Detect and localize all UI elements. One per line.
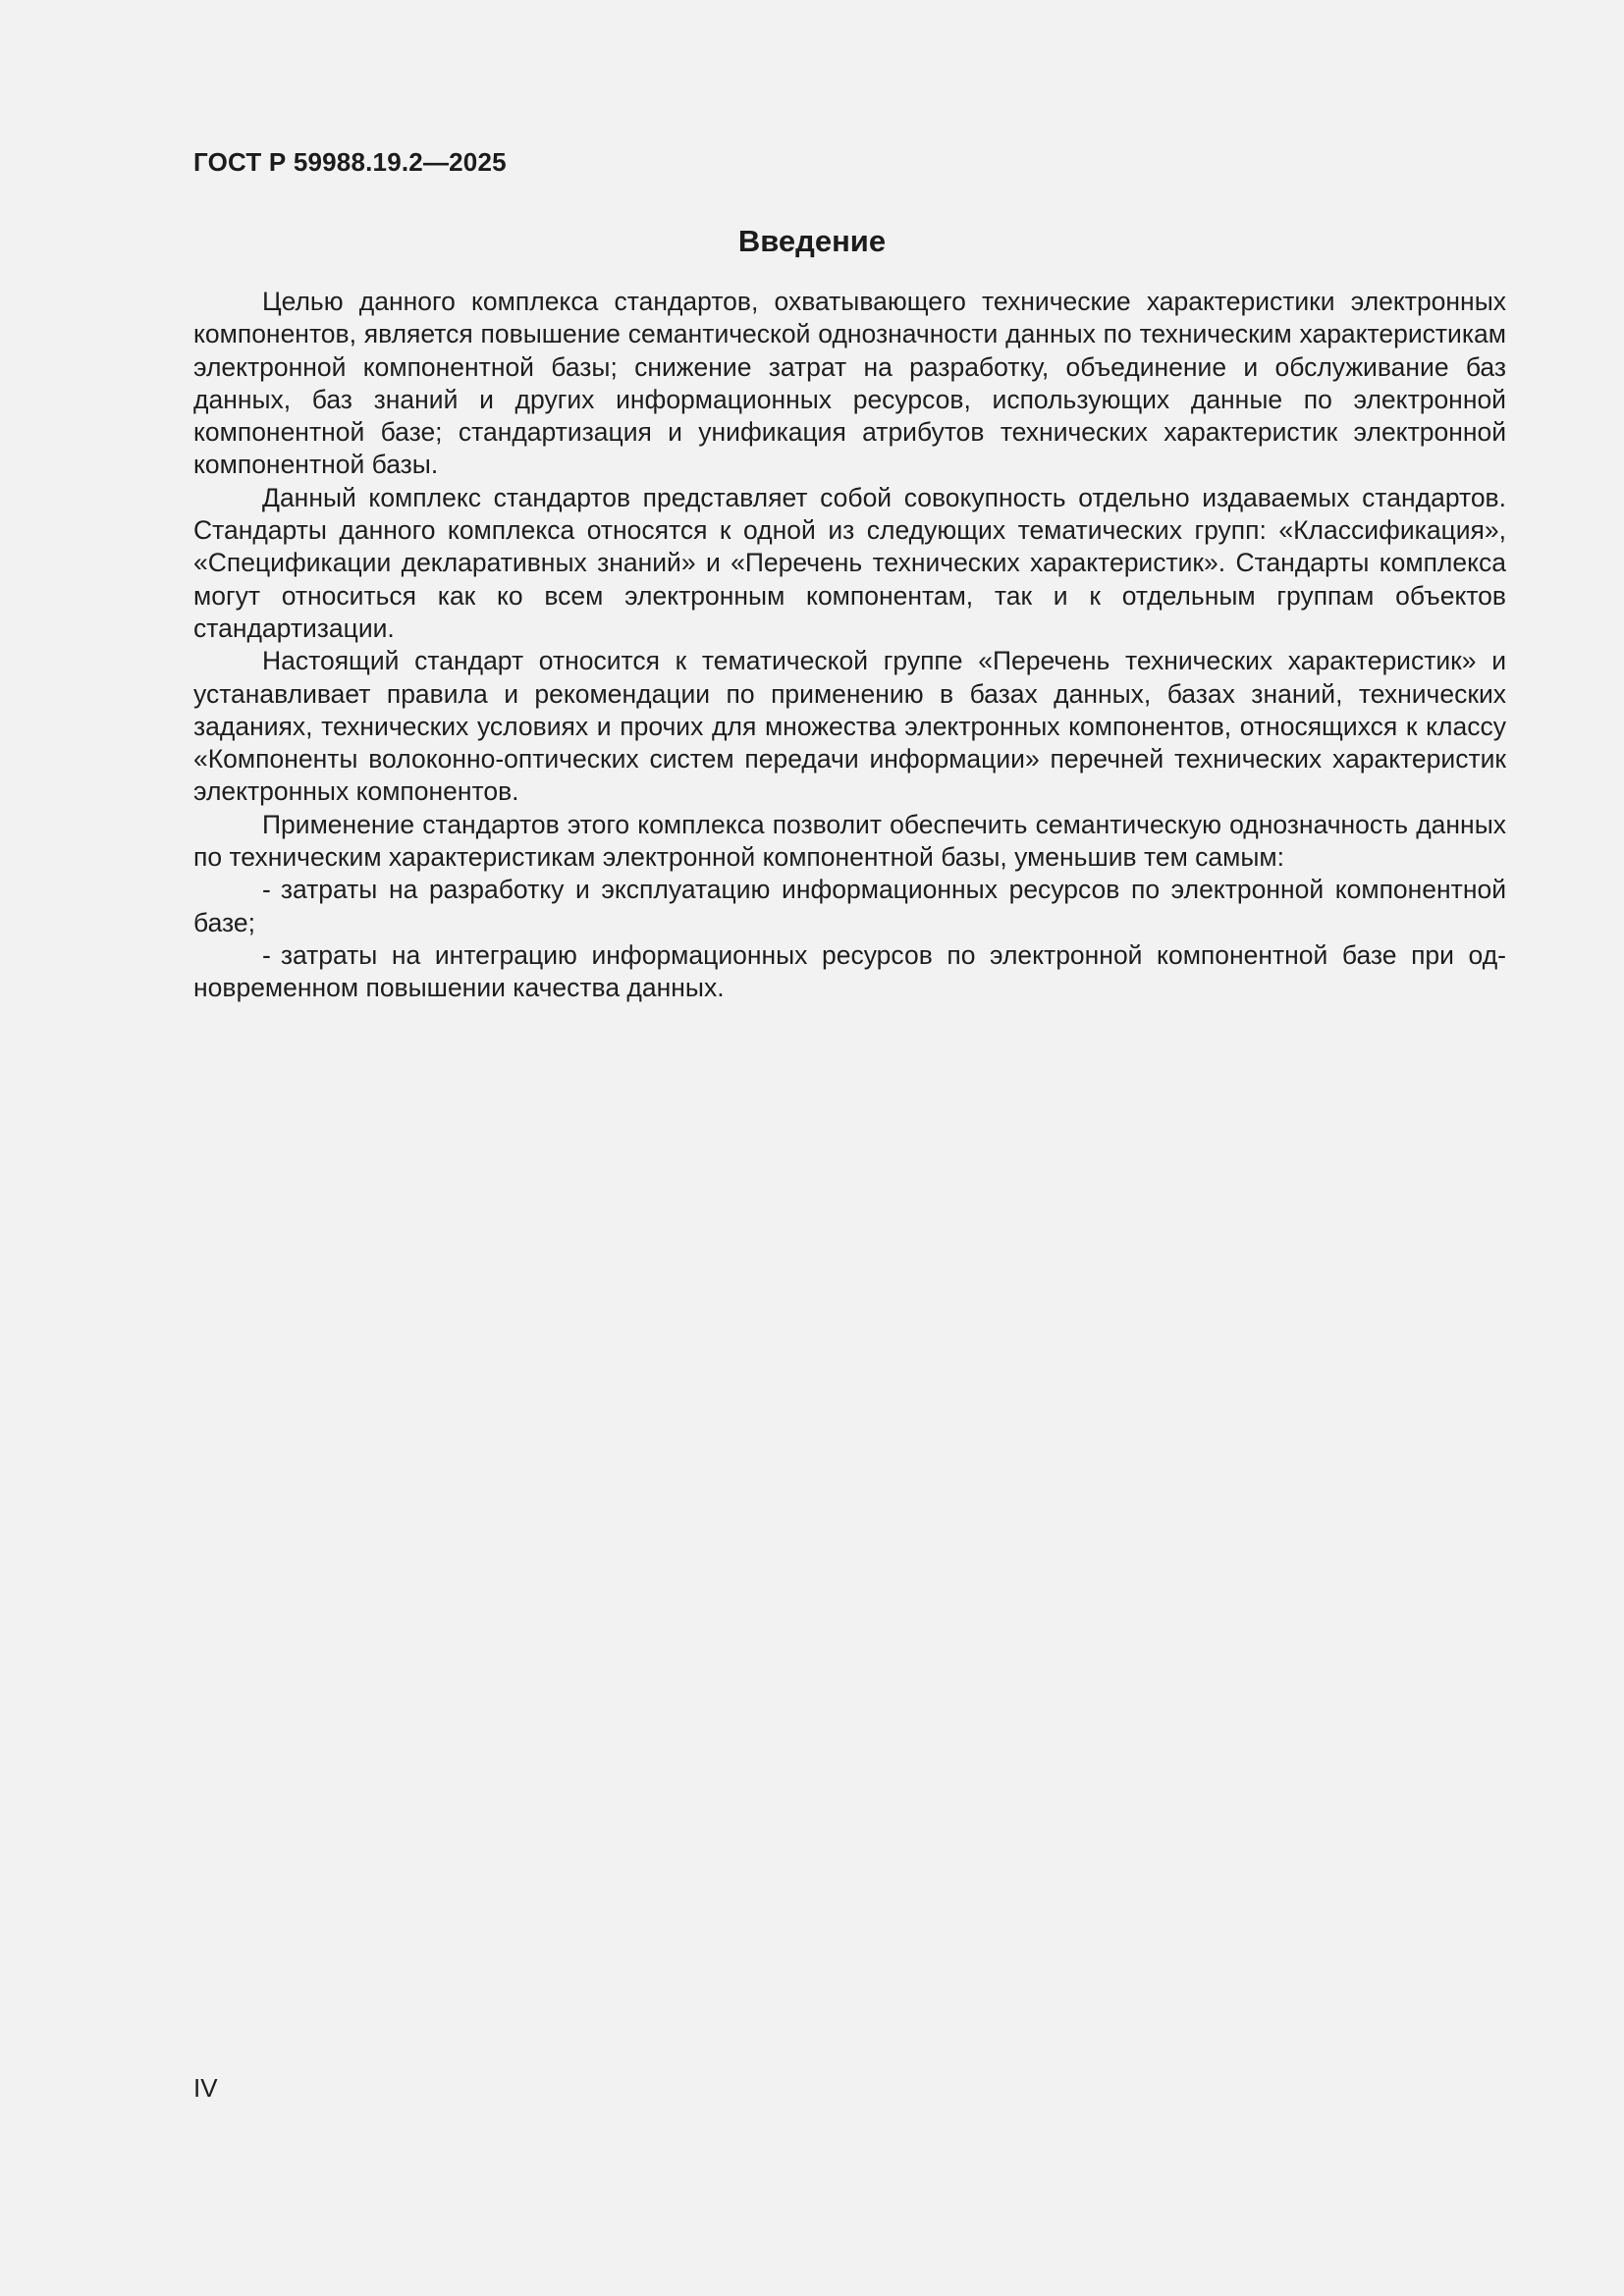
list-item-text: затраты на разработку и эксплуатацию информационных ресурсов по электронной компонентной базе;: [193, 875, 1506, 937]
list-item-text: затраты на интеграцию информационных ресурсов по электронной компонентной базе при одновременном повышении качества данных.: [193, 939, 1506, 1003]
list-item: [193, 939, 1506, 1005]
paragraph-3: Настоящий стандарт относится к тематической группе «Перечень технических характеристик» и устанавливает правила и рекомендации по применению в базах данных, базах знаний, технических заданиях, технических условиях и прочих для множества электронных компонентов, относящихся к классу «Компоненты волоконно-оптических систем передачи информации» перечней технических характеристик электронных компонентов.: [193, 646, 1506, 807]
document-code-header: ГОСТ Р 59988.19.2—2025: [193, 147, 507, 177]
paragraph-1: Целью данного комплекса стандартов, охватывающего технические характеристики электронных компонентов, является повышение семантической однозначности данных по техническим характеристикам электронной компонентной базы; снижение затрат на разработку, объединение и обслуживание баз данных, баз знаний и других информационных ресурсов, использующих данные по электронной компонентной базе; стандартизация и унификация атрибутов технических характеристик электронной компонентной базы.: [193, 287, 1506, 480]
list-marker: -: [262, 875, 271, 905]
page-number: IV: [193, 2073, 218, 2103]
list-item: [193, 874, 1506, 939]
paragraph-4: Применение стандартов этого комплекса позволит обеспечить семантическую однозначность данных по техническим характеристикам электронной компонентной базы, уменьшив тем самым:: [193, 809, 1506, 873]
list-marker: -: [262, 939, 271, 970]
paragraph-2: Данный комплекс стандартов представляет собой совокупность отдельно издаваемых стандартов. Стандарты данного комплекса относятся к одной из следующих тематических групп: «Классификация», «Спецификации декларативных знаний» и «Перечень технических характеристик». Стандарты комплекса могут относиться как ко всем электронным компонентам, так и к отдельным группам объектов стандартизации.: [193, 482, 1506, 643]
body-text: [193, 286, 1506, 1005]
section-title: Введение: [737, 224, 887, 258]
